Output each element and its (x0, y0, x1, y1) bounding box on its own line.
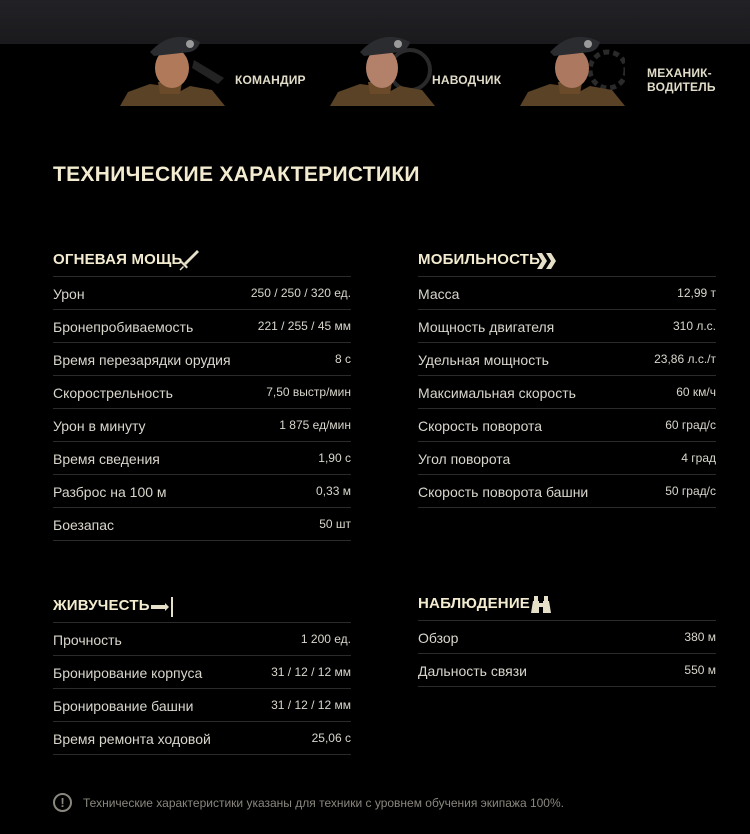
stat-value: 31 / 12 / 12 мм (271, 665, 351, 679)
stat-row (53, 310, 351, 343)
stat-value: 550 м (684, 663, 716, 677)
driver-portrait (520, 24, 625, 106)
stat-value: 1,90 с (318, 451, 351, 465)
stat-row (418, 310, 716, 343)
binoculars-icon (529, 594, 553, 616)
stat-row (418, 343, 716, 376)
stat-label: Скорострельность (53, 385, 173, 401)
stat-label: Время ремонта ходовой (53, 731, 211, 747)
crew-member-commander[interactable] (120, 24, 310, 106)
stat-row (53, 277, 351, 310)
section-title: ОГНЕВАЯ МОЩЬ (53, 251, 183, 268)
crew-role-label: КОМАНДИР (235, 73, 306, 87)
stat-value: 50 шт (319, 517, 351, 531)
double-chevron-icon (536, 251, 558, 271)
stat-value: 0,33 м (316, 484, 351, 498)
stat-value: 25,06 с (311, 731, 351, 745)
stat-label: Урон в минуту (53, 418, 146, 434)
stat-value: 60 км/ч (676, 385, 716, 399)
crew-role-line1: МЕХАНИК- (647, 66, 712, 80)
stat-value: 221 / 255 / 45 мм (257, 319, 351, 333)
stat-label: Скорость поворота башни (418, 484, 589, 500)
stat-row (418, 277, 716, 310)
armor-shield-icon (150, 595, 176, 619)
footnote-text: Технические характеристики указаны для техники с уровнем обучения экипажа 100%. (83, 796, 564, 810)
stat-label: Бронирование корпуса (53, 665, 203, 681)
stat-row (418, 376, 716, 409)
stat-label: Боезапас (53, 517, 115, 533)
stat-row (53, 442, 351, 475)
crew-role-label (647, 66, 716, 94)
stat-row (418, 475, 716, 508)
stat-row (418, 621, 716, 654)
stat-row (418, 654, 716, 687)
stat-label: Бронирование башни (53, 698, 194, 714)
stat-row (53, 689, 351, 722)
info-exclamation-icon: ! (53, 793, 72, 812)
stat-row (53, 623, 351, 656)
stat-value: 380 м (684, 630, 716, 644)
stat-label: Бронепробиваемость (53, 319, 194, 335)
stat-label: Мощность двигателя (418, 319, 555, 335)
stat-label: Угол поворота (418, 451, 511, 467)
crew-role-line2: ВОДИТЕЛЬ (647, 80, 716, 94)
stat-label: Обзор (418, 630, 459, 646)
stat-value: 31 / 12 / 12 мм (271, 698, 351, 712)
section-header (53, 594, 351, 623)
firepower-rows (53, 277, 351, 541)
crew-role-label: НАВОДЧИК (432, 73, 502, 87)
stat-label: Скорость поворота (418, 418, 543, 434)
section-header (418, 248, 716, 277)
crew-member-driver[interactable] (520, 24, 716, 106)
gunner-portrait (330, 24, 435, 106)
stat-row (53, 343, 351, 376)
stat-row (53, 475, 351, 508)
stat-value: 250 / 250 / 320 ед. (250, 286, 351, 300)
stat-value: 12,99 т (677, 286, 716, 300)
stat-label: Максимальная скорость (418, 385, 576, 401)
stat-row (53, 656, 351, 689)
stat-row (418, 442, 716, 475)
stat-label: Масса (418, 286, 460, 302)
stat-label: Урон (53, 286, 85, 302)
stat-value: 4 град (681, 451, 716, 465)
survivability-section (53, 594, 351, 755)
sword-icon (177, 248, 201, 272)
mobility-section (418, 248, 716, 508)
stat-label: Удельная мощность (418, 352, 549, 368)
stat-value: 310 л.с. (672, 319, 716, 333)
section-title: МОБИЛЬНОСТЬ (418, 251, 541, 268)
observation-rows (418, 621, 716, 687)
survivability-rows (53, 623, 351, 755)
mobility-rows (418, 277, 716, 508)
commander-portrait (120, 24, 225, 106)
stat-value: 60 град/с (665, 418, 716, 432)
stat-label: Дальность связи (418, 663, 527, 679)
stat-row (53, 508, 351, 541)
stat-value: 1 875 ед/мин (279, 418, 351, 432)
stat-value: 7,50 выстр/мин (266, 385, 351, 399)
stat-label: Разброс на 100 м (53, 484, 167, 500)
stat-label: Время сведения (53, 451, 160, 467)
page-title: ТЕХНИЧЕСКИЕ ХАРАКТЕРИСТИКИ (53, 163, 420, 186)
stat-value: 1 200 ед. (300, 632, 351, 646)
stat-value: 23,86 л.с./т (654, 352, 716, 366)
section-header (53, 248, 351, 277)
stat-label: Прочность (53, 632, 122, 648)
stat-row (53, 409, 351, 442)
stat-value: 8 с (334, 352, 351, 366)
section-header (418, 592, 716, 621)
stat-label: Время перезарядки орудия (53, 352, 231, 368)
stat-row (418, 409, 716, 442)
crew-member-gunner[interactable] (330, 24, 510, 106)
firepower-section (53, 248, 351, 541)
stat-row (53, 722, 351, 755)
observation-section (418, 592, 716, 687)
stat-row (53, 376, 351, 409)
stat-value: 50 град/с (665, 484, 716, 498)
section-title: ЖИВУЧЕСТЬ (53, 597, 150, 614)
section-title: НАБЛЮДЕНИЕ (418, 595, 531, 612)
